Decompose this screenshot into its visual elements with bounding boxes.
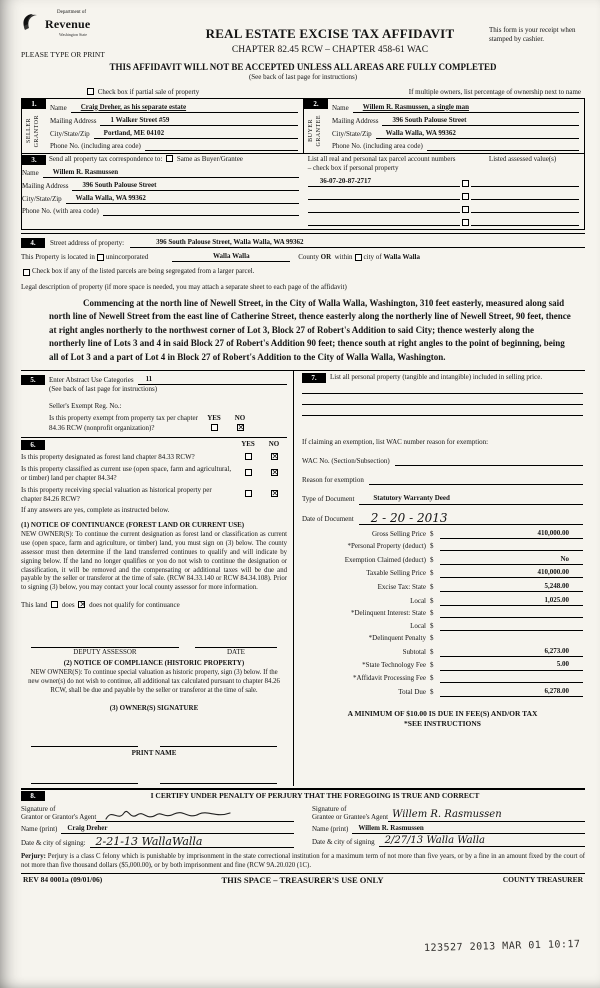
perjury-text: Perjury is a class C felony which is punishable by imprisonment in the state correctional institution for a maximum term of not more than five years, or by a fine in an amount fixed by the court of not more than five thousand dollars ($5,000.00), or by both imprisonment and fine (RCW 9A.20.020 (1C). xyxy=(21,852,585,869)
wac-value-line xyxy=(395,457,583,466)
deputy-assessor-label: DEPUTY ASSESSOR xyxy=(73,648,137,657)
s3-mailing-label: Mailing Address xyxy=(22,182,69,191)
dollar-sign: $ xyxy=(430,569,434,578)
parcel-personal-checkbox xyxy=(462,206,469,213)
q1-yes-checkbox xyxy=(245,453,252,460)
left-column xyxy=(21,371,293,786)
assessed-value-line xyxy=(471,191,579,200)
if-yes-note: If any answers are yes, complete as instructed below. xyxy=(21,506,170,515)
grantee-signature-block xyxy=(312,805,585,848)
same-as-buyer-label: Same as Buyer/Grantee xyxy=(176,155,243,163)
section-divider xyxy=(21,437,287,438)
personal-property-line xyxy=(302,383,583,394)
this-land-label: This land xyxy=(21,601,48,610)
date-of-document-label: Date of Document xyxy=(302,515,354,524)
assessed-value-line xyxy=(471,204,579,213)
grantor-word: GRANTOR xyxy=(34,114,40,148)
dollar-sign: $ xyxy=(430,634,434,643)
grantor-date-city-value: 2-21-13 WallaWalla xyxy=(90,836,294,848)
money-row xyxy=(302,596,583,606)
continuance-row xyxy=(21,601,287,610)
buyer-citystate-label: City/State/Zip xyxy=(332,129,372,138)
section-6-number: 6. xyxy=(21,440,45,450)
grantee-date-city-label: Date & city of signing xyxy=(312,837,375,846)
parcel-row xyxy=(308,204,579,213)
please-type-or-print: PLEASE TYPE OR PRINT xyxy=(21,50,105,59)
assessed-header: Listed assessed value(s) xyxy=(488,155,557,163)
no-header: NO xyxy=(268,439,280,448)
type-of-document-label: Type of Document xyxy=(302,495,355,504)
street-address-label: Street address of property: xyxy=(50,239,125,248)
same-as-buyer-checkbox xyxy=(166,155,173,162)
land-does-not-checkbox xyxy=(78,601,85,608)
question-row xyxy=(21,486,287,504)
money-row xyxy=(302,542,583,551)
wac-label: WAC No. (Section/Subsection) xyxy=(302,457,390,466)
county-label: County xyxy=(298,252,319,261)
q3-no-checkbox xyxy=(271,490,278,497)
footer-row xyxy=(21,873,585,887)
parcel-number: 36-07-20-87-2717 xyxy=(308,177,460,187)
right-column xyxy=(293,371,585,786)
street-address-value: 396 South Palouse Street, Walla Walla, WA 99362 xyxy=(130,238,585,248)
money-label: Excise Tax: State xyxy=(377,582,426,591)
parcel-personal-checkbox xyxy=(462,180,469,187)
section-8 xyxy=(21,788,585,887)
personal-property-line xyxy=(302,405,583,416)
dollar-sign: $ xyxy=(430,582,434,591)
money-row xyxy=(302,609,583,618)
notice1-title: (1) NOTICE OF CONTINUANCE (FOREST LAND OR CURRENT USE) xyxy=(21,521,245,530)
money-row xyxy=(302,568,583,578)
money-value: 1,025.00 xyxy=(440,596,583,606)
money-row xyxy=(302,529,583,539)
partial-sale-row xyxy=(21,88,585,97)
owner-signature-line xyxy=(31,737,138,747)
city-checkbox xyxy=(355,254,362,261)
dollar-sign: $ xyxy=(430,687,434,696)
form-rev-number: REV 84 0001a (09/01/06) xyxy=(23,875,103,885)
dollar-sign: $ xyxy=(430,596,434,605)
s5-see-back: (See back of last page for instructions) xyxy=(49,385,158,394)
owner-sig-lines xyxy=(21,737,287,747)
money-value xyxy=(440,622,583,631)
within-label: within xyxy=(334,252,353,261)
s3-name-label: Name xyxy=(22,169,39,177)
minimum-note-line1: A MINIMUM OF $10.00 IS DUE IN FEE(S) AND/OR TAX xyxy=(347,708,538,718)
section-3-right xyxy=(303,154,584,229)
money-value: 410,000.00 xyxy=(440,568,583,578)
money-label: Total Due xyxy=(398,687,426,696)
print-name-line xyxy=(160,774,277,784)
section-5-header xyxy=(21,375,287,385)
money-value: 410,000.00 xyxy=(440,529,583,539)
money-label: Local xyxy=(410,621,426,630)
minimum-note-line2: *SEE INSTRUCTIONS xyxy=(404,718,481,728)
reason-value-line xyxy=(369,476,583,485)
deputy-date-line xyxy=(195,638,277,648)
certify-statement: I CERTIFY UNDER PENALTY OF PERJURY THAT THE FOREGOING IS TRUE AND CORRECT xyxy=(150,791,480,801)
buyer-rail xyxy=(304,99,328,153)
parcel-row xyxy=(308,177,579,187)
seller-mailing-value: 1 Walker Street #59 xyxy=(100,116,298,126)
buyer-word: BUYER xyxy=(308,119,315,143)
parcel-personal-checkbox xyxy=(462,193,469,200)
no-header: NO xyxy=(234,414,246,423)
grantee-name-print-value: Willem R. Rasmussen xyxy=(352,824,585,834)
dor-swoosh-icon xyxy=(21,12,43,34)
dollar-sign: $ xyxy=(430,529,434,538)
money-label: *Personal Property (deduct) xyxy=(347,542,426,551)
money-value xyxy=(440,634,583,643)
q3-yes-checkbox xyxy=(245,490,252,497)
question-row xyxy=(21,453,287,462)
buyer-mailing-value: 396 South Palouse Street xyxy=(382,116,579,126)
buyer-side-label xyxy=(304,109,328,153)
money-label: *Delinquent Interest: State xyxy=(350,609,426,618)
dollar-sign: $ xyxy=(430,555,434,564)
s5-question-row xyxy=(21,414,287,432)
s3-citystate-label: City/State/Zip xyxy=(22,195,62,204)
grantor-date-city-label: Date & city of signing: xyxy=(21,838,86,847)
buyer-fields xyxy=(328,99,584,153)
date-of-document-value: 2 - 20 - 2013 xyxy=(359,512,583,525)
notice1-text: NEW OWNER(S): To continue the current designation as forest land or classification as current use (open space, farm and agriculture, or timber) land, you must sign on (3) below. The county assessor must then determine if the land transferred continues to qualify and will indicate by signing below. If the land no longer qualifies or you do not wish to continue the designation or classification, it will be removed and the compensating or additional taxes will be due and payable by the seller or transferor at the time of sale. (RCW 84.33.140 or RCW 84.34.108). Prior to signing (3) below, you may contact your local county assessor for more information. xyxy=(21,531,287,592)
form-subtitle: CHAPTER 82.45 RCW – CHAPTER 458-61 WAC xyxy=(231,44,429,55)
section-3-left xyxy=(22,154,303,229)
parcel-number xyxy=(308,217,460,226)
money-label: *State Technology Fee xyxy=(362,661,426,670)
header-left xyxy=(21,10,171,60)
question-text: Is this property designated as forest land chapter 84.33 RCW? xyxy=(21,452,195,461)
q2-no-checkbox xyxy=(271,469,278,476)
yes-header: YES xyxy=(207,414,221,423)
deputy-labels xyxy=(21,648,287,657)
grantee-name-print-label: Name (print) xyxy=(312,824,349,833)
logo-department-of: Department of xyxy=(57,10,87,15)
assessed-value-line xyxy=(471,178,579,187)
type-of-document-value: Statutory Warranty Deed xyxy=(359,494,583,504)
money-row xyxy=(302,687,583,697)
s3-citystate-value: Walla Walla, WA 99362 xyxy=(66,194,299,204)
deputy-assessor-line xyxy=(31,638,179,648)
money-label: *Delinquent Penalty xyxy=(368,634,426,643)
owner-signature-line xyxy=(160,737,277,747)
grantor-signature-block xyxy=(21,805,294,848)
form-header xyxy=(21,10,585,60)
city-of-label: city of xyxy=(363,252,382,261)
seller-word: SELLER xyxy=(26,118,33,144)
seller-fields xyxy=(46,99,303,153)
does-not-label: does not qualify for continuance xyxy=(89,601,180,610)
section-7-number: 7. xyxy=(302,373,326,383)
seller-phone-value xyxy=(145,142,298,151)
legal-description-text: Commencing at the north line of Newell Street, in the City of Walla Walla, Washington, 310 feet easterly, measured along said north line of Newell Street from the east line of Catherine Street, thence easterly along the northerly line of Newell Street, 90 feet, thence at right angles northerly to the northwest corner of Lot 3, Block 27 of Robert's Addition to said City; thence westerly along the northerly line of Lots 3 and 4 in said Block 27 of Robert's Addition 90 feet; thence south at right angles to the point of beginning, being all of Lot 3 and a part of Lot 4 in Block 27 of Robert's Addition to the City of Walla Walla, Washington. xyxy=(49,297,571,362)
money-label: *Affidavit Processing Fee xyxy=(353,674,426,683)
question-row xyxy=(21,465,287,483)
q1-no-checkbox xyxy=(271,453,278,460)
s3-name-value: Willem R. Rasmussen xyxy=(43,168,299,178)
segregated-label: Check box if any of the listed parcels are being segregated from a larger parcel. xyxy=(32,267,255,276)
buyer-section xyxy=(303,99,584,153)
legal-description-label: Legal description of property (if more space is needed, you may attach a separate sheet to each page of the affidavit) xyxy=(21,282,347,291)
notice2-title: (2) NOTICE OF COMPLIANCE (HISTORIC PROPERTY) xyxy=(63,659,245,668)
s5-yes-cell xyxy=(201,414,227,432)
land-does-checkbox xyxy=(51,601,58,608)
parcel-personal-checkbox xyxy=(462,219,469,226)
partial-sale-checkbox xyxy=(87,88,94,95)
grantor-signature-line xyxy=(96,810,294,822)
date-label: DATE xyxy=(226,648,245,657)
parties-box xyxy=(21,98,585,154)
money-value: 5,248.00 xyxy=(440,582,583,592)
q2-yes-checkbox xyxy=(245,469,252,476)
section-8-number: 8. xyxy=(21,791,45,801)
seller-name-label: Name xyxy=(50,103,67,112)
money-label: Exemption Claimed (deduct) xyxy=(344,555,426,564)
form-title: REAL ESTATE EXCISE TAX AFFIDAVIT xyxy=(205,26,455,41)
money-row xyxy=(302,674,583,683)
send-correspondence-label: Send all property tax correspondence to: Same as Buyer/Grantee xyxy=(49,155,243,163)
located-in-label: This Property is located in xyxy=(21,252,95,261)
section-2-number: 2. xyxy=(304,99,328,109)
s5-question: Is this property exempt from property tax per chapter 84.36 RCW (nonprofit organization)? xyxy=(49,414,198,432)
partial-sale-label: Check box if partial sale of property xyxy=(97,87,200,96)
or-label: OR xyxy=(320,252,332,261)
buyer-name-value: Willem R. Rasmussen, a single man xyxy=(353,103,579,113)
exemption-note: If claiming an exemption, list WAC number reason for exemption: xyxy=(302,438,489,447)
seller-citystate-label: City/State/Zip xyxy=(50,129,90,138)
seller-phone-label: Phone No. (including area code) xyxy=(50,141,141,150)
seller-rail xyxy=(22,99,46,153)
tax-computation xyxy=(302,529,583,697)
notice2-text: NEW OWNER(S): To continue special valuation as historic property, sign (3) below. If the new owner(s) do not wish to continue, all additional tax calculated pursuant to chapter 84.26 RCW, shall be due and payable by the seller or transferor at the time of sale. xyxy=(28,669,280,695)
perjury-lead: Perjury: xyxy=(21,852,46,860)
print-name-line xyxy=(31,774,138,784)
print-name-lines xyxy=(21,774,287,784)
treasurer-date-stamp: 123527 2013 MAR 01 10:17 xyxy=(423,938,581,955)
dollar-sign: $ xyxy=(430,621,434,630)
grantee-sig-label: Signature of Grantee or Grantee's Agent xyxy=(312,805,389,822)
buyer-citystate-value: Walla Walla, WA 99362 xyxy=(376,129,579,139)
section-7-header-row xyxy=(302,373,583,383)
does-label: does xyxy=(61,601,75,610)
money-label: Local xyxy=(410,596,426,605)
grantor-sig-label: Signature of Grantor or Grantor's Agent xyxy=(21,805,97,822)
multiple-owners-note: If multiple owners, list percentage of ownership next to name xyxy=(408,87,581,96)
personal-property-label: List all personal property (tangible and intangible) included in selling price. xyxy=(330,373,543,382)
buyer-phone-value xyxy=(427,142,579,151)
section-1-number: 1. xyxy=(22,99,46,109)
grantor-name-print-label: Name (print) xyxy=(21,824,58,833)
middle-columns xyxy=(21,370,585,786)
grantee-signature-line xyxy=(388,810,585,822)
seller-citystate-value: Portland, ME 04102 xyxy=(94,129,298,139)
money-label: Gross Selling Price xyxy=(371,529,426,538)
receipt-note: This form is your receipt when stamped by cashier. xyxy=(489,26,576,44)
county-treasurer-label: COUNTY TREASURER xyxy=(502,875,583,885)
personal-property-line xyxy=(302,394,583,405)
logo-washington-state: Washington State xyxy=(59,32,88,38)
s3-phone-label: Phone No. (with area code) xyxy=(22,207,99,216)
owner-signature-title: (3) OWNER(S) SIGNATURE xyxy=(109,703,199,712)
parcel-header: List all real and personal tax parcel account numbers – check box if personal property xyxy=(307,155,456,173)
money-value: No xyxy=(440,555,583,565)
money-label: Taxable Selling Price xyxy=(366,569,426,578)
reason-label: Reason for exemption xyxy=(302,476,364,485)
s3-phone-value xyxy=(103,207,299,216)
seller-name-value: Craig Dreher, as his separate estate xyxy=(71,103,298,113)
seller-side-label xyxy=(22,109,46,153)
exempt-reg-label: Seller's Exempt Reg. No.: xyxy=(49,402,122,411)
yes-header: YES xyxy=(241,439,255,448)
grantor-signature-scribble xyxy=(104,806,234,824)
dollar-sign: $ xyxy=(430,647,434,656)
money-row xyxy=(302,555,583,565)
unincorporated-checkbox xyxy=(97,254,104,261)
money-row xyxy=(302,647,583,657)
parcel-row xyxy=(308,191,579,200)
dollar-sign: $ xyxy=(430,661,434,670)
assessed-value-line xyxy=(471,217,579,226)
grantee-signature: Willem R. Rasmussen xyxy=(392,808,502,820)
dollar-sign: $ xyxy=(430,609,434,618)
segregated-checkbox xyxy=(23,269,30,276)
money-label: Subtotal xyxy=(402,647,426,656)
treasurer-space-label: THIS SPACE – TREASURER'S USE ONLY xyxy=(221,874,384,885)
section-6-header xyxy=(21,440,287,450)
header-center xyxy=(171,10,489,60)
section-4 xyxy=(21,233,585,364)
dollar-sign: $ xyxy=(430,674,434,683)
question-text: Is this property classified as current use (open space, farm and agricultural, or timber) land per chapter 84.34? xyxy=(21,464,232,482)
warning-line: THIS AFFIDAVIT WILL NOT BE ACCEPTED UNLESS ALL AREAS ARE FULLY COMPLETED xyxy=(109,61,497,72)
city-value: Walla Walla xyxy=(383,252,420,261)
money-value xyxy=(440,609,583,618)
dollar-sign: $ xyxy=(430,542,434,551)
s5-no-checkbox xyxy=(237,424,244,431)
buyer-phone-label: Phone No. (including area code) xyxy=(332,141,423,150)
s3-mailing-value: 396 South Palouse Street xyxy=(72,181,298,191)
logo-revenue: Revenue xyxy=(45,16,91,31)
grantee-word: GRANTEE xyxy=(316,115,322,147)
money-value xyxy=(440,674,583,683)
section-5-number: 5. xyxy=(21,375,45,385)
grantee-date-city-value: 2/27/13 Walla Walla xyxy=(379,836,585,847)
money-value xyxy=(440,542,583,551)
section-4-number: 4. xyxy=(21,238,45,248)
county-value: Walla Walla xyxy=(172,252,290,262)
parcel-number xyxy=(308,191,460,200)
money-value: 6,273.00 xyxy=(440,647,583,657)
s5-no-cell xyxy=(227,414,253,432)
money-row xyxy=(302,622,583,631)
abstract-value: 11 xyxy=(138,375,287,385)
unincorporated-label: unincorporated xyxy=(105,252,149,261)
seller-section xyxy=(22,99,303,153)
see-back-note: (See back of last page for instructions) xyxy=(248,73,358,82)
print-name-label: PRINT NAME xyxy=(131,748,177,757)
money-row xyxy=(302,582,583,592)
partial-sale-item xyxy=(85,88,199,97)
money-row xyxy=(302,634,583,643)
buyer-mailing-label: Mailing Address xyxy=(332,116,379,125)
money-value: 5.00 xyxy=(440,660,583,670)
section-3-number: 3. xyxy=(22,155,46,165)
section-3 xyxy=(21,154,585,230)
money-value: 6,278.00 xyxy=(440,687,583,697)
parcel-number xyxy=(308,204,460,213)
grantor-name-print-value: Craig Dreher xyxy=(61,824,294,834)
parcel-row xyxy=(308,217,579,226)
abstract-label: Enter Abstract Use Categories xyxy=(49,376,134,385)
money-row xyxy=(302,660,583,670)
buyer-name-label: Name xyxy=(332,103,349,112)
dor-logo xyxy=(21,10,171,44)
s5-yes-checkbox xyxy=(211,424,218,431)
seller-mailing-label: Mailing Address xyxy=(50,116,97,125)
perjury-paragraph xyxy=(21,853,585,873)
deputy-lines xyxy=(21,638,287,648)
question-text: Is this property receiving special valuation as historical property per chapter 84.26 RCW? xyxy=(21,485,212,503)
